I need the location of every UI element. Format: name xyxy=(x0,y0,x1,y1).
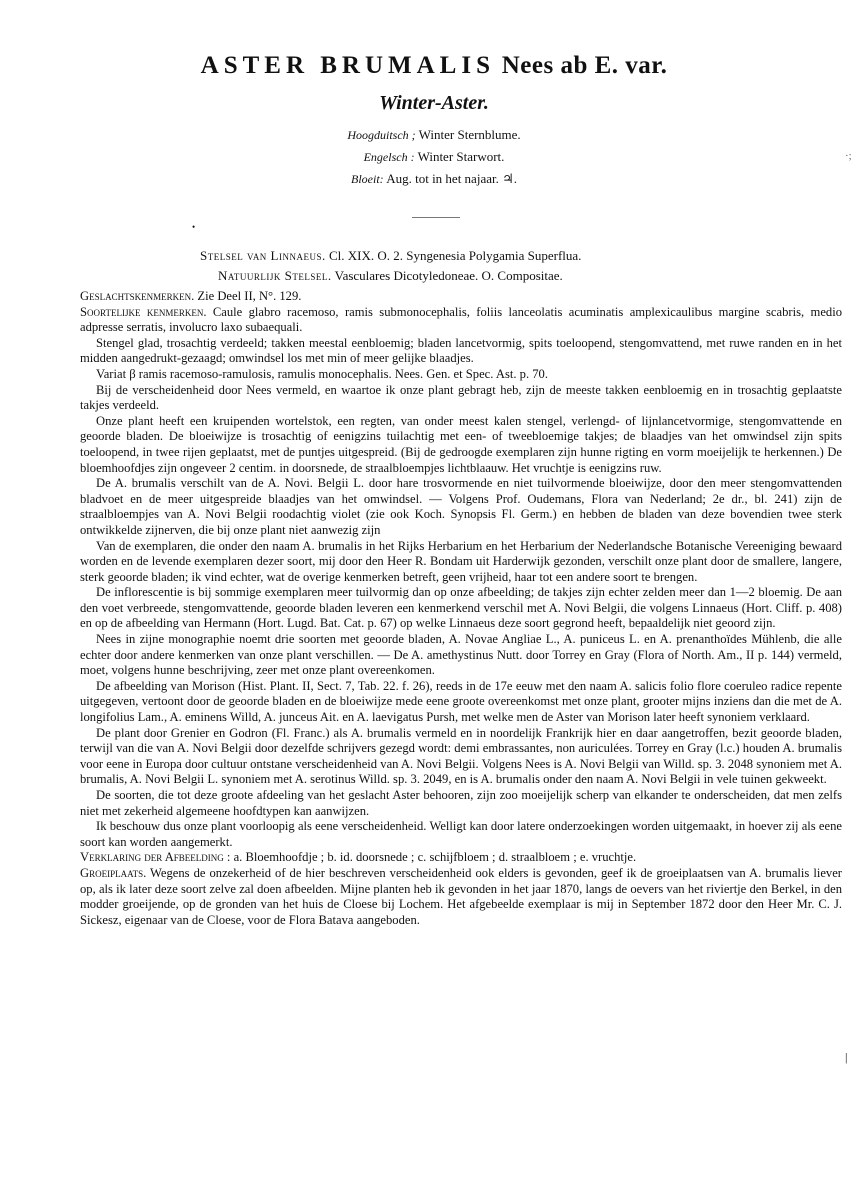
section-text: Zie Deel II, N°. 129. xyxy=(197,289,302,303)
section-text: Vasculares Dicotyledoneae. O. Compositae. xyxy=(334,268,563,283)
section-text: Cl. XIX. O. 2. Syngenesia Polygamia Superflua. xyxy=(329,248,582,263)
name-value: Aug. tot in het najaar. ♃. xyxy=(386,171,517,186)
paragraph: De plant door Grenier en Godron (Fl. Franc.) als A. brumalis vermeld en in noordelijk Frankrijk hier en daar aangetroffen, bezit geoorde bladen, terwijl van die van A. Novi Belgii door dezelfde schrijvers gezegd wordt: demi embrassantes, non auriculées. Torrey en Gray (l.c.) houden A. brumalis voor eene in Europa door cultuur ontstane verscheidenheid van A. Novi Belgii. Volgens Nees is A. Novi Belgii van Willd. sp. 3. 2048 synoniem met A. brumalis, A. Novi Belgii L. synoniem met A. serotinus Willd. sp. 3. 2049, en is A. brumalis onder den naam A. Novi Belgii in vele tuinen gekweekt. xyxy=(80,725,842,787)
name-german xyxy=(0,124,868,146)
margin-mark: ·; xyxy=(845,150,852,162)
section-label: Verklaring der Afbeelding : xyxy=(80,850,231,865)
paragraph xyxy=(80,305,842,336)
paragraph: De soorten, die tot deze groote afdeeling van het geslacht Aster behooren, zijn zoo moeijelijk scherp van elkander te onderscheiden, dat men zelfs niet met zekerheid algemeene hoofdtypen kan aanwijzen. xyxy=(80,788,842,818)
article-body xyxy=(80,289,842,928)
section-label: Stelsel van Linnaeus. xyxy=(200,248,326,263)
section-label: Geslachtskenmerken. xyxy=(80,289,195,303)
paragraph: Van de exemplaren, die onder den naam A. brumalis in het Rijks Herbarium en het Herbarium der Nederlandsche Botanische Vereeniging bewaard worden en de levende exemplaren dezer soort, mij door den Heer R. Bondam uit Harderwijk gezonden, verschilt onze plant door de smallere, langere, sterk geoorde bladen; ik vind echter, wat de overige kenmerken betreft, geen vrijheid, haar tot een andere soort te brengen. xyxy=(80,538,842,584)
paragraph: De afbeelding van Morison (Hist. Plant. II, Sect. 7, Tab. 22. f. 26), reeds in de 17e eeuw met den naam A. salicis folio flore coeruleo radice repente uitgegeven, vertoont door de geoorde bladen en de bloeiwijze mede eene groote overeenkomst met onze plant, grooter mijns inziens dan die met de A. longifolius Lam., A. eminens Willd, A. junceus Ait. en A. laevigatus Pursh, met welke men de Aster van Morison later heeft synoniem verklaard. xyxy=(80,678,842,725)
paragraph: Onze plant heeft een kruipenden wortelstok, een regten, van onder meest kalen stengel, verlengd- of lijnlancetvormige, stengomvattende en geoorde bladen. De bloeiwijze is trosachtig of eenigzins tuilachtig met een- of tweebloemige takjes; de blaadjes van het omwindsel zijn spits toeloopend, in twee rijen geplaatst, met de puntjes uitgespreid. (Bij de gedroogde exemplaren zijn hunne rigting en vorm moeijelijk te herkennen.) De bloemhoofdjes zijn ongeveer 2 centim. in doorsnede, de straalbloempjes lichtblaauw. Het vruchtje is eenigzins ruw. xyxy=(80,413,842,475)
paragraph: Stengel glad, trosachtig verdeeld; takken meestal eenbloemig; bladen lancetvormig, spits toeloopend, stengomvattend, met ruwe randen en in het midden aangedrukt-gezaagd; omwindsel los met min of meer gelijke blaadjes. xyxy=(80,335,842,366)
title-authority: Nees ab E. var. xyxy=(501,52,668,79)
section-label: Soortelijke kenmerken. xyxy=(80,304,207,319)
section-label: Groeiplaats. xyxy=(80,865,147,880)
stray-dot: • xyxy=(192,222,196,232)
name-label: Hoogduitsch ; xyxy=(347,128,416,142)
flowering-time xyxy=(0,168,868,190)
common-name: Winter-Aster. xyxy=(379,92,489,114)
divider xyxy=(412,217,460,218)
name-label: Bloeit: xyxy=(351,172,384,186)
habitat xyxy=(80,866,842,928)
paragraph: Bij de verscheidenheid door Nees vermeld, en waartoe ik onze plant gebragt heb, zijn de meeste takken eenbloemig en in trosachtig geplaatste takjes verdeeld. xyxy=(80,382,842,413)
margin-mark: | xyxy=(845,1050,848,1064)
paragraph: De inflorescentie is bij sommige exemplaren meer tuilvormig dan op onze afbeelding; de takjes zijn echter zelden meer dan 1—2 bloemig. De aan den voet verbreede, stengomvattende, geoorde bladen leveren een kenmerkend verschil met A. Novi Belgii, die volgens Linnaeus (Hort. Cliff. p. 408) en op de afbeelding van Hermann (Hort. Lugd. Bat. Cat. p. 67) op welke Linnaeus deze soort gegrond heeft, bepaaldelijk niet geoord zijn. xyxy=(80,585,842,631)
paragraph: Nees in zijne monographie noemt drie soorten met geoorde bladen, A. Novae Angliae L., A. puniceus L. en A. prenanthoïdes Mühlenb, die alle echter door andere kenmerken van onze plant verschillen. — De A. amethystinus Nutt. door Torrey en Gray (Flora of North. Am., II p. 144) vermeld, moet, volgens hunne beschrijving, zeer met onze plant overeenkomen. xyxy=(80,632,842,678)
paragraph: De A. brumalis verschilt van de A. Novi. Belgii L. door hare trosvormende en niet tuilvormende bloeiwijze, door den meer stengomvattenden bladvoet en de meer uitgespreide blaadjes van het omwindsel. — Volgens Prof. Oudemans, Flora van Nederland; 2e dr., bl. 241) zijn de straalbloempjes van A. Novi Belgii roodachtig violet (zie ook Koch. Synopsis Fl. Germ.) en hebben de bladen van deze bovendien twee sterk ontwikkelde zijnerven, die bij onze plant niet aanwezig zijn xyxy=(80,476,842,537)
name-english xyxy=(0,146,868,168)
section-label: Natuurlijk Stelsel. xyxy=(218,268,332,283)
page-title xyxy=(0,52,868,80)
natural-system xyxy=(218,266,858,286)
linnaeus-system xyxy=(200,246,840,266)
genus-characters xyxy=(80,289,842,305)
name-label: Engelsch : xyxy=(363,150,415,164)
title-genus: ASTER BRUMALIS xyxy=(200,52,495,79)
vernacular-names xyxy=(0,124,868,190)
name-value: Winter Starwort. xyxy=(417,149,505,164)
paragraph-text: Wegens de onzekerheid of de hier beschreven verscheidenheid ook elders is gevonden, geef ik de groeiplaatsen van A. brumalis liever op, als ik later deze soort zelve zal doen afbeelden. Mijne planten heb ik gevonden in het jaar 1870, langs de oevers van het riviertje den Berkel, in den modder groeijende, op de gronden van het huis de Cloese bij Lochem. Het afgebeelde exemplaar is mij in September 1872 door den Heer Mr. C. J. Sickesz, eigenaar van de Cloese, voor de Flora Batava aangeboden. xyxy=(80,865,842,927)
paragraph-text: Caule glabro racemoso, ramis submonocephalis, foliis lanceolatis acuminatis amplexicaulibus margine scabris, medio adpresse serratis, involucro laxo subaequali. xyxy=(80,304,843,335)
paragraph-text: a. Bloemhoofdje ; b. id. doorsnede ; c. schijfbloem ; d. straalbloem ; e. vruchtje. xyxy=(233,850,637,865)
figure-legend xyxy=(80,850,842,866)
name-value: Winter Sternblume. xyxy=(418,127,521,142)
paragraph: Variat β ramis racemoso-ramulosis, ramulis monocephalis. Nees. Gen. et Spec. Ast. p. 70. xyxy=(96,366,548,381)
paragraph: Ik beschouw dus onze plant voorloopig als eene verscheidenheid. Welligt kan door latere onderzoekingen worden uitgemaakt, in hoever zij als eene soort kan worden aangemerkt. xyxy=(80,819,842,849)
